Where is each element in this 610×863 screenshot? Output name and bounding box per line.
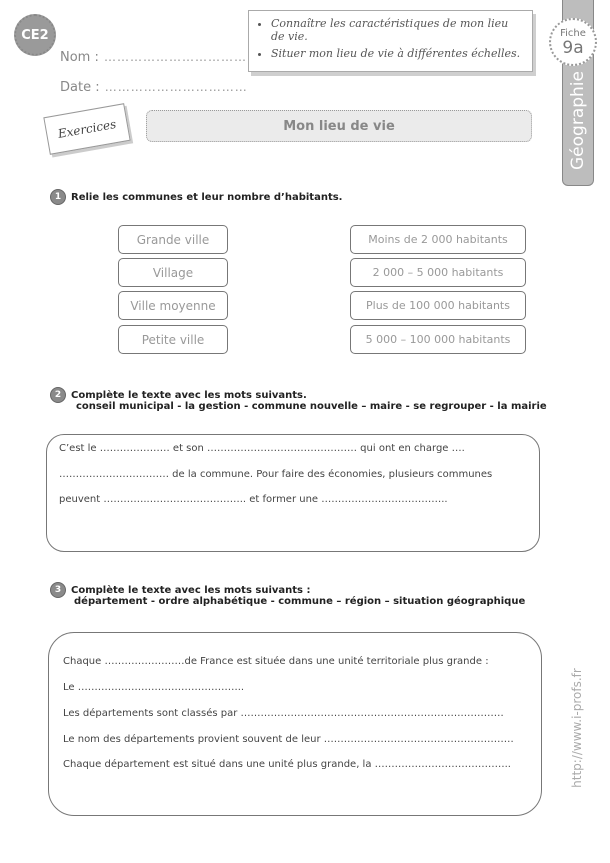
exercise3-number-icon: 3: [50, 582, 66, 598]
commune-box[interactable]: Village: [118, 258, 228, 287]
level-badge: CE2: [14, 14, 56, 56]
exercise3-instruction: Complète le texte avec les mots suivants :: [71, 584, 311, 596]
population-box[interactable]: Moins de 2 000 habitants: [350, 225, 526, 254]
fill-in-line[interactable]: …………………………… de la commune. Pour faire des économies, plusieurs communes: [59, 469, 493, 480]
exercise2-word-bank: conseil municipal - la gestion - commune nouvelle – maire - se regrouper - la mairie: [76, 401, 547, 412]
objective-item: • Connaître les caractéristiques de mon lieu de vie.: [271, 17, 524, 43]
exercise1-number-icon: 1: [50, 189, 66, 205]
exercise2-number-icon: 2: [50, 387, 66, 403]
name-field[interactable]: [60, 46, 247, 65]
exercise2-instruction: Complète le texte avec les mots suivants.: [71, 389, 307, 401]
page-title: Mon lieu de vie: [146, 110, 532, 142]
fill-in-line[interactable]: Les départements sont classés par ………………………………………………………….…………: [63, 708, 504, 719]
exercise3-word-bank: département - ordre alphabétique - commune – région – situation géographique: [74, 596, 526, 607]
objective-item: • Situer mon lieu de vie à différentes échelles.: [271, 47, 524, 60]
commune-box[interactable]: Ville moyenne: [118, 291, 228, 320]
objectives-card: [248, 10, 533, 72]
exercise3-text-panel: [48, 632, 542, 816]
name-label: Nom :: [60, 50, 99, 65]
exercise1-instruction: Relie les communes et leur nombre d’habitants.: [71, 191, 343, 203]
date-dots: ……………………………: [104, 80, 248, 94]
exercise2-text-panel: [46, 434, 540, 552]
commune-box[interactable]: Grande ville: [118, 225, 228, 254]
fill-in-line[interactable]: C’est le ………………… et son ……………………………………… qui ont en charge ….: [59, 443, 465, 454]
population-box[interactable]: Plus de 100 000 habitants: [350, 291, 526, 320]
fill-in-line[interactable]: Chaque ……………………de France est située dans une unité territoriale plus grande :: [63, 656, 489, 667]
name-dots: ……………………………: [103, 50, 247, 64]
fiche-badge: [549, 18, 597, 66]
fill-in-line[interactable]: Chaque département est situé dans une unité plus grande, la …………………………………..: [63, 759, 511, 770]
fill-in-line[interactable]: peuvent …………..……………………….. et former une ………………………………..: [59, 494, 448, 505]
population-box[interactable]: 2 000 – 5 000 habitants: [350, 258, 526, 287]
exercise1-heading: [50, 189, 342, 205]
fiche-number: 9a: [562, 37, 584, 58]
subject-label: Géographie: [568, 71, 588, 170]
fiche-word: Fiche: [560, 27, 586, 39]
website-url: http://www.i-profs.fr: [570, 668, 584, 788]
date-field[interactable]: [60, 76, 248, 95]
population-box[interactable]: 5 000 – 100 000 habitants: [350, 325, 526, 354]
fill-in-line[interactable]: Le nom des départements provient souvent de leur …………………………………………………: [63, 734, 514, 745]
commune-box[interactable]: Petite ville: [118, 325, 228, 354]
exercices-label: Exercices: [43, 103, 130, 155]
fill-in-line[interactable]: Le …………………………………………..: [63, 682, 245, 693]
date-label: Date :: [60, 80, 100, 95]
